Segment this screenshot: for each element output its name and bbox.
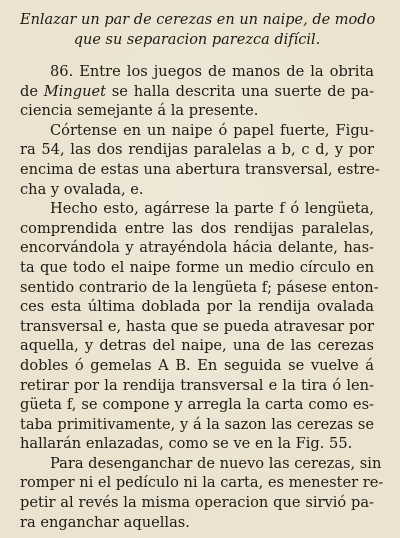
paragraph-line: petir al revés la misma operacion que sirvió pa- [20, 494, 374, 512]
section-number: 86. [50, 63, 74, 80]
section-heading [20, 10, 374, 50]
author-name: Minguet [43, 82, 107, 100]
paragraph-line: aquella, y detras del naipe, una de las cerezas [20, 337, 374, 355]
paragraph-line: sentido contrario de la lengüeta f; pásese enton- [20, 278, 379, 296]
paragraph-line: güeta f, se compone y arregla la carta como es- [20, 396, 374, 414]
paragraph-line: transversal e, hasta que se pueda atravesar por [20, 317, 374, 335]
paragraph-line: ra enganchar aquellas. [20, 513, 190, 531]
line-text: se halla descrita una suerte de pa- [106, 82, 374, 100]
paragraph-line: ces esta última doblada por la rendija ovalada [20, 298, 374, 316]
paragraph-line [20, 62, 374, 82]
line-text: de [20, 82, 44, 100]
paragraph-line: cha y ovalada, e. [20, 180, 144, 198]
paragraph-line: romper ni el pedículo ni la carta, es menester re- [20, 474, 384, 492]
paragraph-line: encima de estas una abertura transversal, estre- [20, 160, 380, 178]
paragraph-line: Córtense en un naipe ó papel fuerte, Figu- [50, 121, 374, 139]
paragraph-line [20, 82, 374, 102]
paragraph-line: ra 54, las dos rendijas paralelas a b, c d, y por [20, 141, 374, 159]
line-text: Entre los juegos de manos de la obrita [79, 63, 374, 80]
paragraph-line: dobles ó gemelas A B. En seguida se vuelve á [20, 356, 374, 374]
paragraph-line: ciencia semejante á la presente. [20, 102, 259, 120]
paragraph-line: Para desenganchar de nuevo las cerezas, sin [50, 454, 382, 472]
heading-line: que su separacion parezca difícil. [73, 32, 321, 48]
heading-line: Enlazar un par de cerezas en un naipe, de modo [20, 12, 376, 28]
paragraph-line: taba primitivamente, y á la sazon las cerezas se [20, 415, 374, 433]
paragraph-line: Hecho esto, agárrese la parte f ó lengüeta, [50, 200, 374, 218]
paragraph-line: hallarán enlazadas, como se ve en la Fig. 55. [20, 435, 353, 453]
body-text [20, 62, 384, 532]
paragraph-line: encorvándola y atrayéndola hácia delante, has- [20, 239, 374, 257]
paragraph-line: retirar por la rendija transversal e la tira ó len- [20, 376, 374, 394]
paragraph-line: ta que todo el naipe forme un medio círculo en [20, 258, 374, 276]
paragraph-line: comprendida entre las dos rendijas paralelas, [20, 219, 374, 237]
